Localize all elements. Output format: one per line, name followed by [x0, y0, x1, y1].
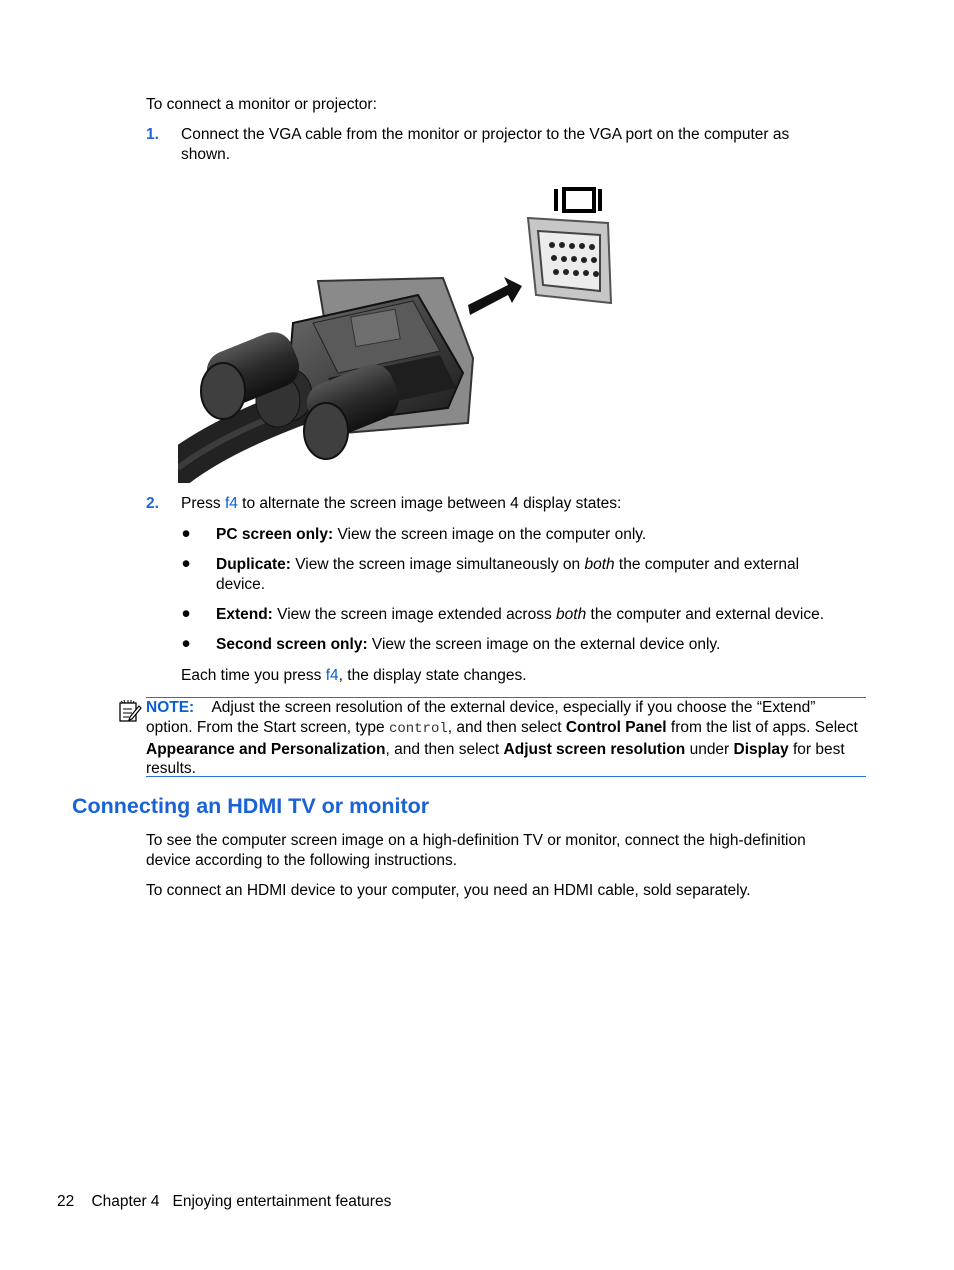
- bullet-second-screen-only: Second screen only: View the screen image on the external device only.: [216, 636, 721, 653]
- bullet-dot: ●: [181, 605, 191, 622]
- vga-connection-illustration: [178, 183, 618, 483]
- chapter-title: Enjoying entertainment features: [172, 1193, 392, 1210]
- hdmi-intro-paragraph: To see the computer screen image on a high-definition TV or monitor, connect the high-definition device according to the following instructions.: [146, 832, 806, 869]
- intro-text: To connect a monitor or projector:: [146, 96, 377, 113]
- hdmi-cable-paragraph: To connect an HDMI device to your computer, you need an HDMI cable, sold separately.: [146, 882, 751, 899]
- control-command: control: [388, 720, 448, 737]
- step-2-text: Press f4 to alternate the screen image between 4 display states:: [181, 495, 622, 512]
- step-1-number: 1.: [146, 126, 159, 143]
- note-box: [146, 697, 866, 777]
- f4-key-link[interactable]: f4: [325, 667, 339, 684]
- chapter-label: Chapter 4: [91, 1193, 160, 1210]
- each-time-text: Each time you press f4, the display state changes.: [181, 667, 527, 684]
- bullet-extend: Extend: View the screen image extended across both the computer and external device.: [216, 606, 825, 623]
- bullet-dot: ●: [181, 635, 191, 652]
- section-title: Connecting an HDMI TV or monitor: [72, 794, 430, 818]
- bullet-pc-screen-only: PC screen only: View the screen image on the computer only.: [216, 526, 647, 543]
- note-icon: [118, 699, 142, 723]
- bullet-dot: ●: [181, 525, 191, 542]
- bullet-dot: ●: [181, 555, 191, 572]
- bullet-duplicate: Duplicate: View the screen image simultaneously on both the computer and external device.: [216, 556, 800, 593]
- page-number: 22: [57, 1193, 75, 1210]
- step-2-number: 2.: [146, 495, 159, 512]
- page-footer: [57, 1192, 391, 1212]
- f4-key-link[interactable]: f4: [224, 495, 238, 512]
- step-1-text: Connect the VGA cable from the monitor or projector to the VGA port on the computer as shown.: [181, 126, 790, 163]
- external-monitor-icon: [554, 189, 602, 211]
- note-text: NOTE: Adjust the screen resolution of the external device, especially if you choose the “Extend” option. From the Start screen, type control, and then select Control Panel from the list of apps. Select Appearance and Personalization, and then select Adjust screen resolution under Display for best results.: [146, 699, 858, 778]
